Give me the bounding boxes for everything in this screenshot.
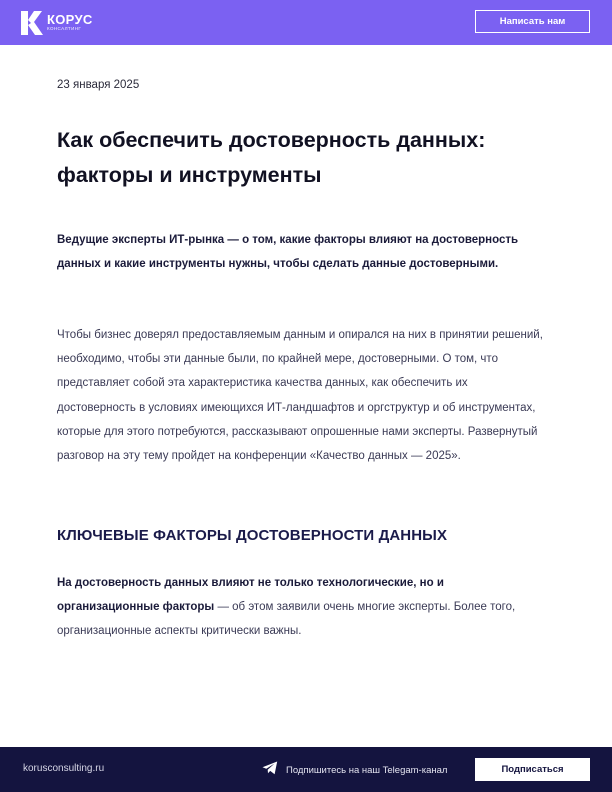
logo-subtitle: КОНСАЛТИНГ [47, 26, 82, 31]
logo-name: КОРУС [47, 12, 93, 27]
article-date: 23 января 2025 [57, 79, 140, 91]
korus-logo-icon [21, 11, 43, 35]
section-paragraph [57, 571, 547, 644]
article-lead: Ведущие эксперты ИТ-рынка — о том, какие факторы влияют на достоверность данных и какие инструменты нужны, чтобы сделать данные достоверными. [57, 234, 519, 270]
subscribe-button[interactable]: Подписаться [475, 758, 590, 781]
article-body: Чтобы бизнес доверял предоставляемым данным и опирался на них в принятии решений, необходимо, чтобы эти данные были, по крайней мере, достоверными. О том, что представляет собой эта характеристика качества данных, как обеспечить их достоверность в условиях имеющихся ИТ-ландшафтов и оргструктур и об инструментах, которые для этого потребуются, рассказывают опрошенные нами эксперты. Развернутый разговор на эту тему пройдет на конференции «Качество данных — 2025». [57, 329, 543, 463]
article-title [57, 123, 577, 193]
write-us-button[interactable]: Написать нам [475, 10, 590, 33]
article-title-line-2: факторы и инструменты [57, 163, 322, 187]
telegram-icon [262, 761, 278, 780]
logo[interactable] [21, 10, 93, 35]
header [0, 0, 612, 45]
section-paragraph-bold: На достоверность данных влияют не только технологические, но и организационные факторы [57, 577, 444, 614]
article-title-line-1: Как обеспечить достоверность данных: [57, 128, 486, 152]
section-paragraph-rest: — об этом заявили очень многие эксперты. Более того, организационные аспекты критически важны. [57, 601, 516, 638]
telegram-link[interactable] [262, 761, 447, 780]
site-link[interactable]: korusconsulting.ru [23, 763, 105, 774]
section-title: КЛЮЧЕВЫЕ ФАКТОРЫ ДОСТОВЕРНОСТИ ДАННЫХ [57, 527, 448, 544]
telegram-text: Подпишитесь на наш Telegam-канал [286, 765, 448, 776]
footer [0, 747, 612, 792]
